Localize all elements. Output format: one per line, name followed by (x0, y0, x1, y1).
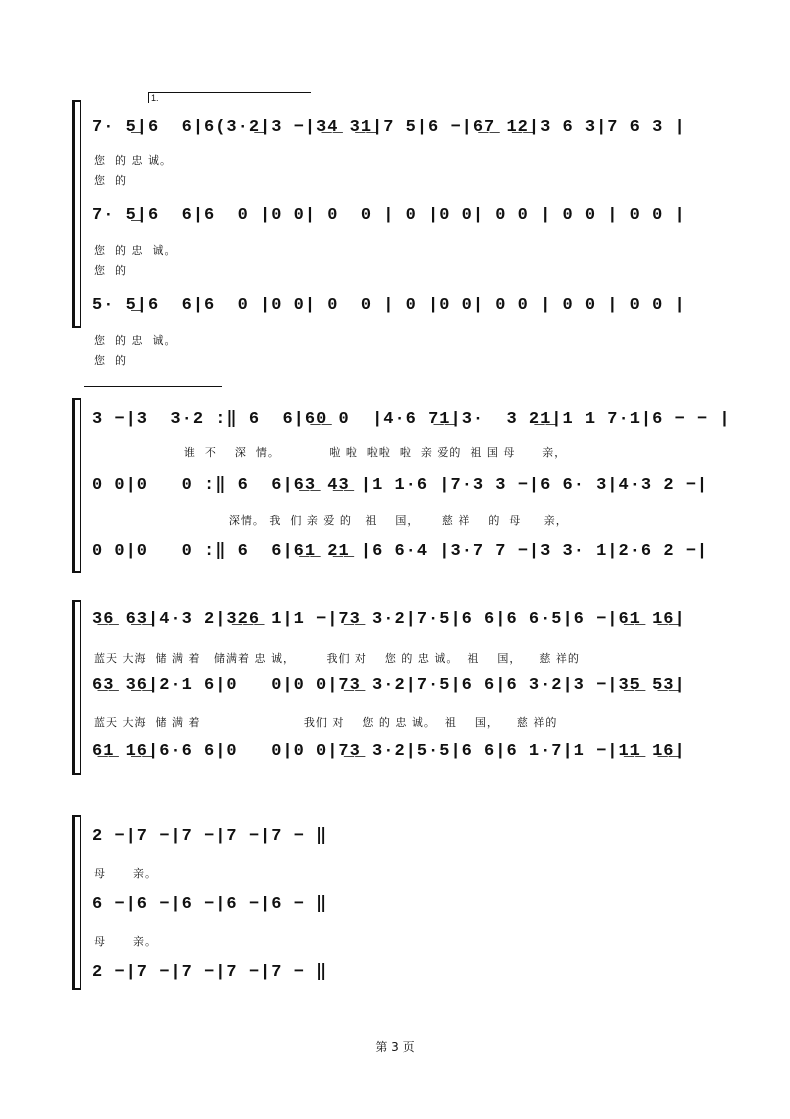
score-row: 7· 5̲|6 6|6 0 |0 0| 0 0 | 0 |0 0| 0 0 | 0 0 | 0 0 | (92, 206, 686, 225)
system-bracket-thin (80, 100, 81, 328)
page-number: 第 3 页 (375, 1040, 415, 1054)
system-1 (72, 93, 732, 367)
score-row: 7· 5̲|6 6|6(3·2̲|3 −|3̲4̲ 3̲1̲|7 5|6 −|6̲7̲ 1̲2̲|3 6 3|7 6 3 | (92, 118, 686, 137)
volta-2 (84, 386, 222, 397)
score-row: 6 −|6 −|6 −|6 −|6 − ‖ (92, 895, 328, 914)
lyric-line: 您 的 (94, 174, 127, 187)
score-row: 0 0|0 0 :‖ 6 6|6̲1̲ 2̲1̲ |6 6·4 |3·7 7 −|3 3· 1|2·6 2 −| (92, 542, 709, 561)
lyric-line: 蓝天 大海 储 满 着 储满着 忠 诚， 我们 对 您 的 忠 诚。 祖 国， 慈 祥的 (94, 652, 580, 665)
score-row: 5· 5̲|6 6|6 0 |0 0| 0 0 | 0 |0 0| 0 0 | 0 0 | 0 0 | (92, 296, 686, 315)
lyric-line: 您 的 忠 诚。 (94, 154, 172, 167)
score-row: 6̲3̲ 3̲6̲|2·1 6|0 0|0 0|7̲3̲ 3·2|7·5|6 6|6 3·2|3 −|3̲5̲ 5̲3̲| (92, 676, 686, 695)
lyric-line: 谁 不 深 情。 啦 啦 啦啦 啦 亲 爱的 祖 国 母 亲， (94, 446, 567, 459)
system-3 (72, 600, 732, 775)
score-row: 2 −|7 −|7 −|7 −|7 − ‖ (92, 827, 328, 846)
system-4 (72, 815, 352, 990)
lyric-line: 母 亲。 (94, 867, 157, 880)
system-2 (72, 398, 732, 573)
system-bracket-thin (80, 600, 81, 775)
system-bracket-thin (80, 815, 81, 990)
score-row: 3 −|3 3·2 :‖ 6 6|6̲0̲ 0 |4·6 7̲1̲|3· 3 2̲1̲|1 1 7·1|6 − − | (92, 410, 731, 429)
score-row: 6̲1̲ 1̲6̲|6·6 6|0 0|0 0|7̲3̲ 3·2|5·5|6 6|6 1·7|1 −|1̲1̲ 1̲6̲| (92, 742, 686, 761)
lyric-line: 您 的 忠 诚。 (94, 244, 177, 257)
system-bracket-thin (80, 398, 81, 573)
lyric-line: 您 的 (94, 264, 127, 277)
score-row: 0 0|0 0 :‖ 6 6|6̲3̲ 4̲3̲ |1 1·6 |7·3 3 −|6 6· 3|4·3 2 −| (92, 476, 709, 495)
lyric-line: 您 的 忠 诚。 (94, 334, 177, 347)
lyric-line: 蓝天 大海 储 满 着 我们 对 您 的 忠 诚。 祖 国， 慈 祥的 (94, 716, 558, 729)
volta-1: 1. (148, 92, 311, 103)
lyric-line: 母 亲。 (94, 935, 157, 948)
score-row: 3̲6̲ 6̲3̲|4·3 2|3̲2̲6̲ 1|1 −|7̲3̲ 3·2|7·5|6 6|6 6·5|6 −|6̲1̲ 1̲6̲| (92, 610, 686, 629)
lyric-line: 您 的 (94, 354, 127, 367)
score-row: 2 −|7 −|7 −|7 −|7 − ‖ (92, 963, 328, 982)
lyric-line: 深情。 我 们 亲 爱 的 祖 国， 慈 祥 的 母 亲， (94, 514, 568, 527)
